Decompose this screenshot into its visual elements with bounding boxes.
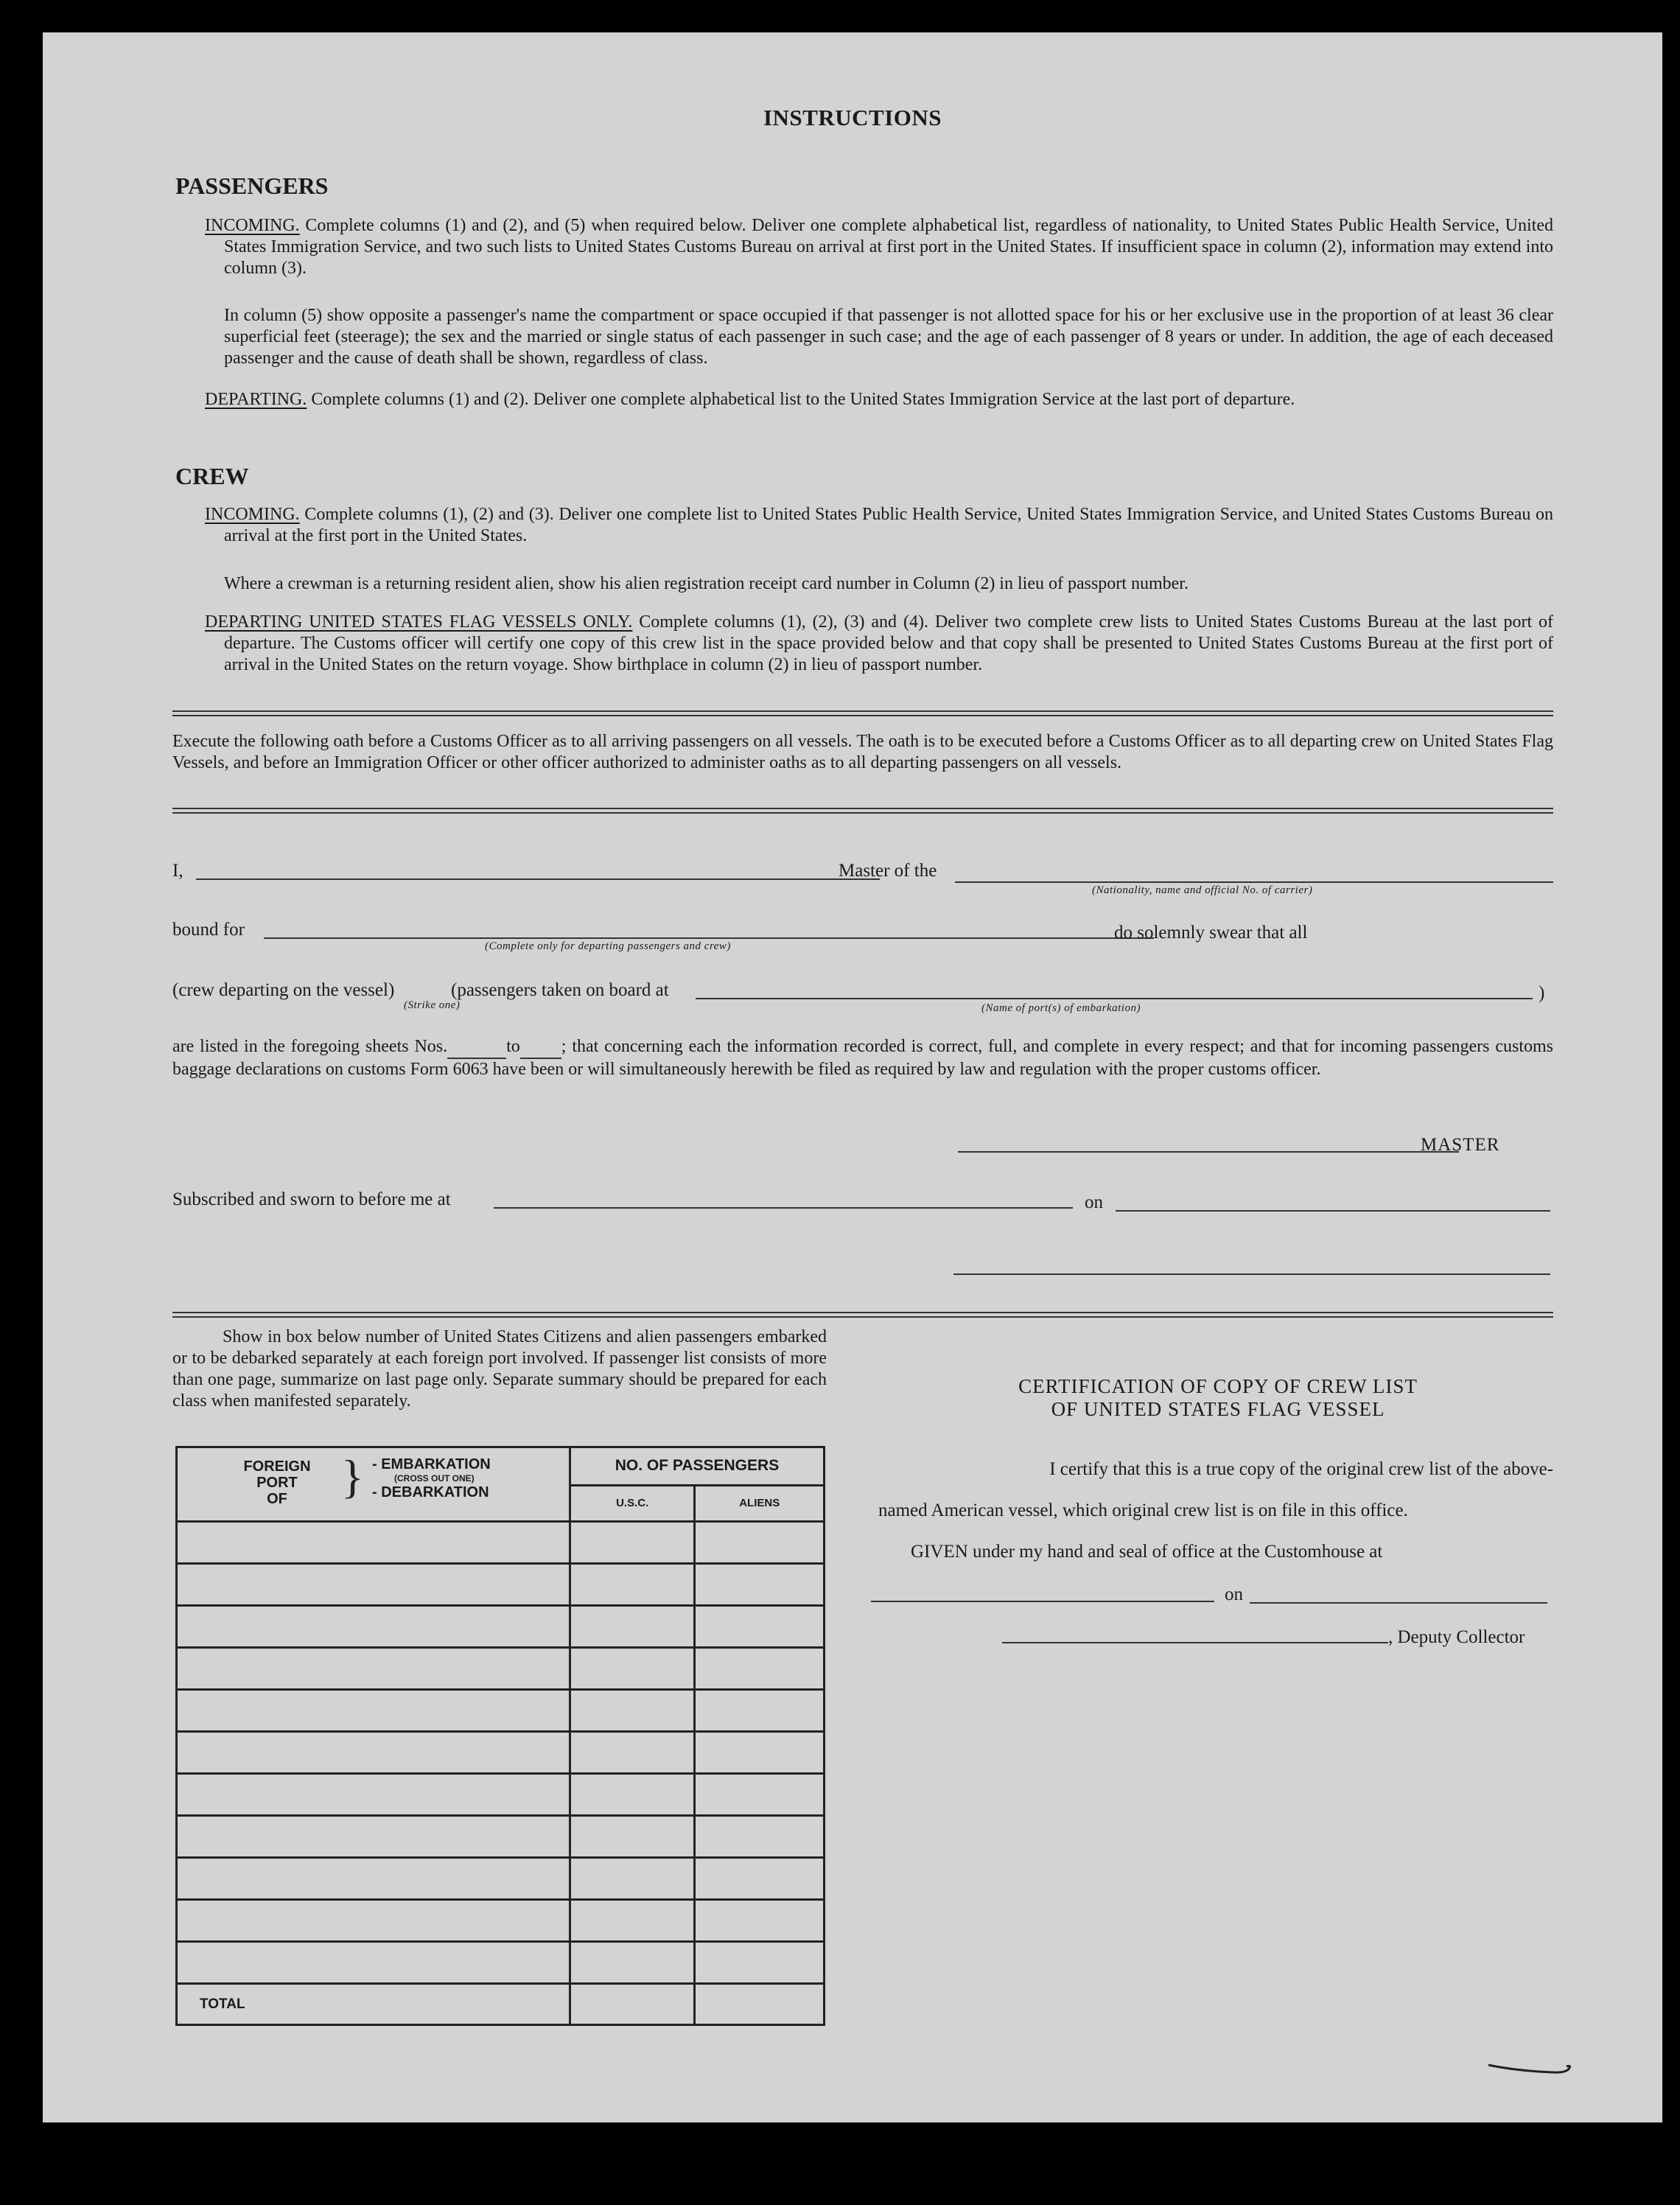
summary-divider	[172, 1312, 1553, 1318]
port-cell[interactable]	[177, 1774, 570, 1816]
listed-end: ; that concerning each the information recorded is correct, full, and complete in every respect; and that for incoming passengers customs baggage declarations on customs Form 6063 have been or will simultaneously herewith be filed as required by law and regulation with the proper customs officer.	[172, 1037, 1553, 1079]
port-cell[interactable]	[177, 1606, 570, 1648]
carrier-field[interactable]	[955, 881, 1553, 883]
aliens-header: ALIENS	[695, 1485, 825, 1521]
sworn-date-field[interactable]	[1116, 1210, 1550, 1212]
usc-cell[interactable]	[570, 1774, 695, 1816]
certification-title-line2: OF UNITED STATES FLAG VESSEL	[1051, 1398, 1385, 1420]
certification-title	[883, 1375, 1553, 1421]
table-row	[177, 1942, 825, 1984]
passengers-departing-text: Complete columns (1) and (2). Deliver one complete alphabetical list to the United States Immigration Service at the last port of departure.	[311, 390, 1295, 409]
port-cell[interactable]	[177, 1522, 570, 1564]
sworn-on-label: on	[1085, 1192, 1103, 1212]
aliens-cell[interactable]	[695, 1648, 825, 1690]
usc-cell[interactable]	[570, 1816, 695, 1858]
close-paren: )	[1539, 983, 1545, 1003]
listed-paragraph	[172, 1036, 1553, 1080]
table-row	[177, 1858, 825, 1900]
bound-for-field[interactable]	[264, 937, 1154, 939]
passengers-incoming-text: Complete columns (1) and (2), and (5) when required below. Deliver one complete alphabetical list, regardless of nationality, to United States Public Health Service, United States Immigration Service, and two such lists to United States Customs Bureau on arrival at first port in the United States. If insufficient space in column (2), information may extend into column (3).	[224, 216, 1554, 278]
aliens-cell[interactable]	[695, 1858, 825, 1900]
form-page	[43, 32, 1662, 2122]
port-cell[interactable]	[177, 1942, 570, 1984]
deputy-collector-signature-field[interactable]	[1002, 1642, 1388, 1643]
nationality-caption: (Nationality, name and official No. of carrier)	[1092, 884, 1313, 896]
to-label: to	[506, 1037, 520, 1056]
brace-icon: }	[341, 1450, 364, 1503]
passengers-incoming-paragraph	[205, 215, 1553, 279]
subscribed-label: Subscribed and sworn to before me at	[172, 1189, 451, 1209]
passengers-heading: PASSENGERS	[175, 172, 329, 199]
crew-departing-label: DEPARTING UNITED STATES FLAG VESSELS ONLY.	[205, 612, 633, 632]
port-label: PORT	[256, 1475, 298, 1491]
sworn-place-field[interactable]	[494, 1207, 1073, 1209]
deputy-collector-label: , Deputy Collector	[1388, 1627, 1525, 1647]
customhouse-field[interactable]	[871, 1601, 1214, 1602]
passengers-incoming-label: INCOMING.	[205, 216, 300, 235]
master-name-field[interactable]	[196, 878, 880, 880]
usc-cell[interactable]	[570, 1606, 695, 1648]
oath-divider	[172, 808, 1553, 814]
aliens-cell[interactable]	[695, 1690, 825, 1732]
usc-cell[interactable]	[570, 1858, 695, 1900]
table-row	[177, 1900, 825, 1942]
total-label: TOTAL	[177, 1984, 570, 2025]
listed-start: are listed in the foregoing sheets Nos.	[172, 1037, 448, 1056]
cross-out-one-label: (CROSS OUT ONE)	[394, 1473, 475, 1484]
total-row	[177, 1984, 825, 2025]
usc-cell[interactable]	[570, 1648, 695, 1690]
page-title: INSTRUCTIONS	[763, 105, 942, 130]
table-row	[177, 1564, 825, 1606]
table-row	[177, 1732, 825, 1774]
debarkation-option[interactable]: - DEBARKATION	[372, 1484, 489, 1500]
usc-cell[interactable]	[570, 1522, 695, 1564]
usc-cell[interactable]	[570, 1564, 695, 1606]
port-cell[interactable]	[177, 1690, 570, 1732]
port-cell[interactable]	[177, 1900, 570, 1942]
oath-instruction: Execute the following oath before a Customs Officer as to all arriving passengers on all vessels. The oath is to be executed before a Customs Officer as to all departing crew on United States Flag Vessels, and before an Immigration Officer or other officer authorized to administer oaths as to all departing passengers on all vessels.	[172, 732, 1553, 772]
officer-signature-field[interactable]	[953, 1273, 1550, 1275]
aliens-cell[interactable]	[695, 1732, 825, 1774]
name-of-ports-caption: (Name of port(s) of embarkation)	[981, 1002, 1141, 1014]
crew-resident-paragraph: Where a crewman is a returning resident alien, show his alien registration receipt card number in Column (2) in lieu of passport number.	[224, 574, 1189, 593]
master-of-the-label: Master of the	[839, 861, 937, 881]
master-signature-field[interactable]	[958, 1151, 1459, 1153]
passenger-summary-table	[175, 1446, 825, 2026]
crew-departing-paragraph	[205, 612, 1553, 676]
aliens-cell[interactable]	[695, 1564, 825, 1606]
total-usc-cell[interactable]	[570, 1984, 695, 2025]
cert-on-label: on	[1225, 1584, 1243, 1604]
table-row	[177, 1690, 825, 1732]
aliens-cell[interactable]	[695, 1942, 825, 1984]
crew-incoming-label: INCOMING.	[205, 505, 300, 524]
no-of-passengers-header: NO. OF PASSENGERS	[570, 1447, 824, 1486]
aliens-cell[interactable]	[695, 1774, 825, 1816]
passengers-departing-paragraph	[205, 389, 1553, 410]
of-label: OF	[267, 1491, 287, 1507]
aliens-cell[interactable]	[695, 1816, 825, 1858]
summary-instruction: Show in box below number of United States Citizens and alien passengers embarked or to be debarked separately at each foreign port involved. If passenger list consists of more than one page, summarize on last page only. Separate summary should be prepared for each class when manifested separately.	[172, 1327, 827, 1411]
usc-cell[interactable]	[570, 1732, 695, 1774]
port-cell[interactable]	[177, 1858, 570, 1900]
port-cell[interactable]	[177, 1564, 570, 1606]
table-row	[177, 1774, 825, 1816]
crew-departing-option[interactable]: (crew departing on the vessel)	[172, 980, 395, 1000]
crew-incoming-paragraph	[205, 504, 1553, 547]
bound-for-label: bound for	[172, 920, 245, 940]
crew-heading: CREW	[175, 463, 249, 489]
crew-incoming-text: Complete columns (1), (2) and (3). Deliver one complete list to United States Public Health Service, United States Immigration Service, and United States Customs Bureau on arrival at the first port in the United States.	[224, 505, 1554, 545]
usc-header: U.S.C.	[570, 1485, 695, 1521]
given-line: GIVEN under my hand and seal of office at the Customhouse at	[911, 1542, 1383, 1562]
sheet-from-field[interactable]	[447, 1036, 506, 1059]
table-row	[177, 1816, 825, 1858]
port-cell[interactable]	[177, 1732, 570, 1774]
section-divider	[172, 710, 1553, 716]
passengers-taken-option[interactable]: (passengers taken on board at	[451, 980, 669, 1000]
usc-cell[interactable]	[570, 1942, 695, 1984]
table-row	[177, 1606, 825, 1648]
embarkation-option[interactable]: - EMBARKATION	[372, 1456, 491, 1472]
table-row	[177, 1522, 825, 1564]
port-of-embarkation-field[interactable]	[696, 998, 1533, 999]
aliens-cell[interactable]	[695, 1606, 825, 1648]
passengers-departing-label: DEPARTING.	[205, 390, 307, 409]
foreign-label: FOREIGN	[243, 1458, 311, 1475]
cert-date-field[interactable]	[1250, 1602, 1547, 1604]
table-row	[177, 1648, 825, 1690]
pen-mark-icon	[1487, 2058, 1575, 2080]
port-cell[interactable]	[177, 1816, 570, 1858]
aliens-cell[interactable]	[695, 1900, 825, 1942]
certify-line2: named American vessel, which original crew list is on file in this office.	[878, 1500, 1408, 1520]
usc-cell[interactable]	[570, 1690, 695, 1732]
port-header-cell	[177, 1447, 570, 1522]
passengers-column5-paragraph: In column (5) show opposite a passenger's name the compartment or space occupied if that passenger is not allotted space for his or her exclusive use in the proportion of at least 36 clear superficial feet (steerage); the sex and the married or single status of each passenger in such case; and the age of each passenger of 8 years or under. In addition, the age of each deceased passenger and the cause of death shall be shown, regardless of class.	[224, 306, 1553, 368]
do-solemnly-label: do solemnly swear that all	[1114, 923, 1308, 943]
oath-i-label: I,	[172, 861, 183, 881]
aliens-cell[interactable]	[695, 1522, 825, 1564]
complete-only-caption: (Complete only for departing passengers and crew)	[485, 940, 731, 952]
sheet-to-field[interactable]	[520, 1036, 561, 1059]
crew-departing-text: Complete columns (1), (2), (3) and (4). Deliver two complete crew lists to United States Customs Bureau at the last port of departure. The Customs officer will certify one copy of this crew list in the space provided below and that copy shall be presented to United States Customs Bureau at the first port of arrival in the United States on the return voyage. Show birthplace in column (2) in lieu of passport number.	[224, 612, 1554, 674]
certification-title-line1: CERTIFICATION OF COPY OF CREW LIST	[1018, 1375, 1418, 1397]
port-cell[interactable]	[177, 1648, 570, 1690]
total-aliens-cell[interactable]	[695, 1984, 825, 2025]
master-label: MASTER	[1421, 1135, 1500, 1155]
certify-line1: I certify that this is a true copy of the original crew list of the above-	[1049, 1459, 1553, 1479]
usc-cell[interactable]	[570, 1900, 695, 1942]
strike-one-caption: (Strike one)	[404, 999, 461, 1011]
